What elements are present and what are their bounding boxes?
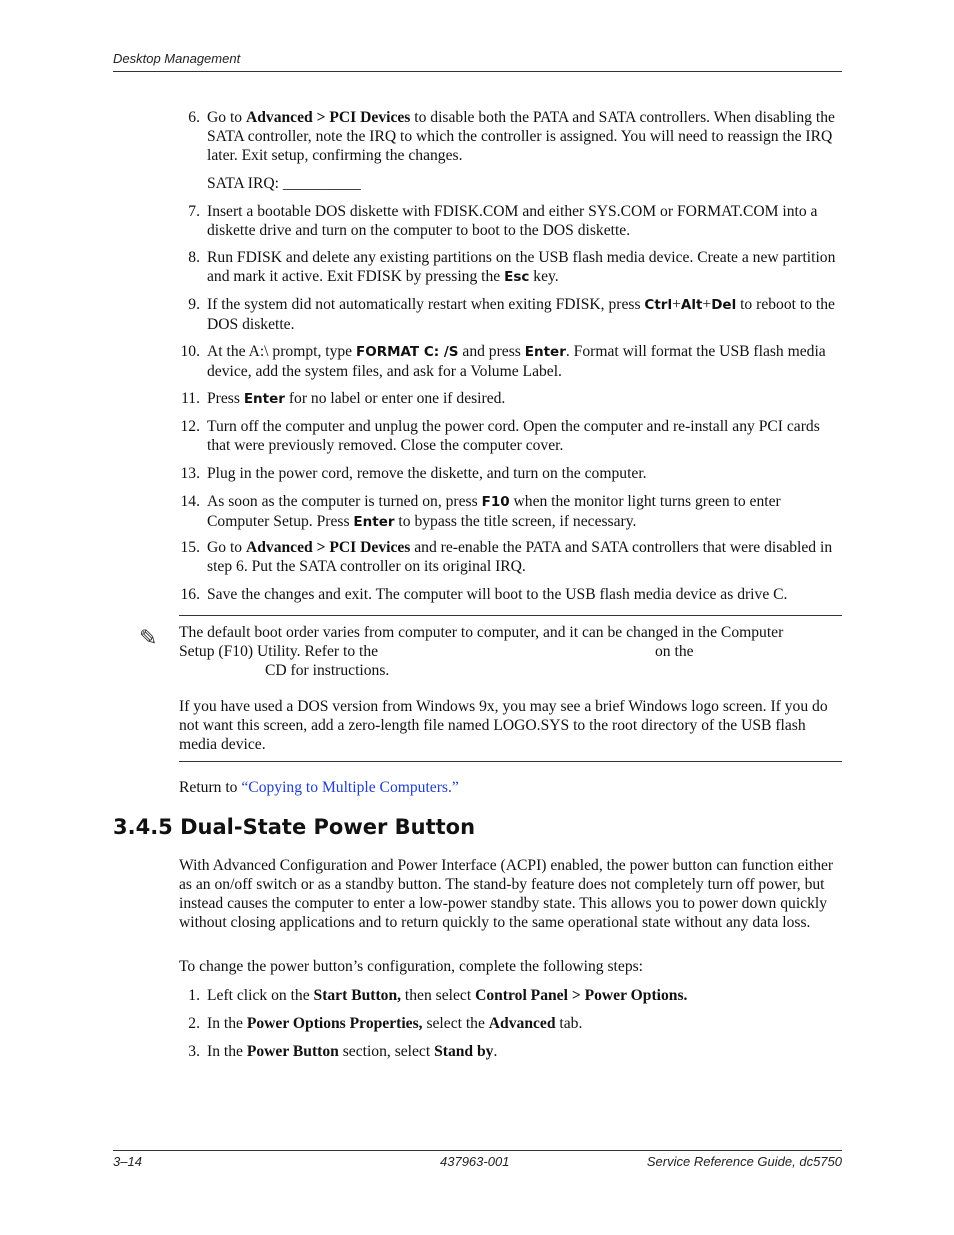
step-number: 13.	[180, 465, 200, 482]
sata-irq-line: SATA IRQ: __________	[207, 175, 361, 192]
step-number: 2.	[188, 1015, 200, 1032]
step-text: Save the changes and exit. The computer will boot to the USB flash media device as drive C.	[207, 586, 788, 603]
step-11	[170, 389, 842, 409]
copying-link[interactable]: “Copying to Multiple Computers.”	[241, 779, 459, 796]
step-number: 6.	[188, 109, 200, 126]
note-line-2b: on the	[655, 643, 694, 660]
step-16	[170, 585, 842, 604]
note-paragraph-2: If you have used a DOS version from Windows 9x, you may see a brief Windows logo screen. If you do not want this screen, add a zero-length file named LOGO.SYS to the root directory of the USB flash media device.	[179, 698, 828, 753]
step-text: Run FDISK and delete any existing partitions on the USB flash media device. Create a new partition and mark it active. Exit FDISK by pressing the Esc key.	[207, 249, 836, 285]
step-text: In the Power Options Properties, select the Advanced tab.	[207, 1015, 583, 1032]
key-enter: Enter	[524, 344, 566, 360]
note-top-rule	[179, 615, 842, 616]
step-7	[170, 202, 842, 240]
step-number: 8.	[188, 249, 200, 266]
step-text: At the A:\ prompt, type FORMAT C: /S and press Enter. Format will format the USB flash media device, add the system files, and ask for a Volume Label.	[207, 343, 826, 380]
power-step-3	[170, 1042, 842, 1061]
page-number: 3–14	[113, 1154, 142, 1169]
step-number: 15.	[180, 539, 200, 556]
step-text: If the system did not automatically restart when exiting FDISK, press Ctrl+Alt+Del to reboot to the DOS diskette.	[207, 296, 835, 333]
step-text: Plug in the power cord, remove the diskette, and turn on the computer.	[207, 465, 647, 482]
return-line: Return to “Copying to Multiple Computers.”	[179, 779, 459, 796]
power-step-2	[170, 1014, 842, 1033]
step-text: Go to Advanced > PCI Devices to disable both the PATA and SATA controllers. When disabling the SATA controller, note the IRQ to which the controller is assigned. You will need to reassign the IRQ later. Exit setup, confirming the changes.	[207, 109, 835, 164]
step-text: Left click on the Start Button, then select Control Panel > Power Options.	[207, 987, 688, 1004]
step-text: Press Enter for no label or enter one if desired.	[207, 390, 506, 407]
key-f10: F10	[481, 494, 510, 510]
note-line-3: CD for instructions.	[265, 662, 390, 679]
note-bottom-rule	[179, 761, 842, 762]
header-rule	[113, 71, 842, 72]
key-enter: Enter	[353, 514, 395, 530]
step-text: Insert a bootable DOS diskette with FDISK.COM and either SYS.COM or FORMAT.COM into a diskette drive and turn on the computer to boot to the DOS diskette.	[207, 203, 818, 239]
step-text: Go to Advanced > PCI Devices and re-enable the PATA and SATA controllers that were disabled in step 6. Put the SATA controller on its original IRQ.	[207, 539, 833, 575]
step-10	[170, 342, 842, 381]
power-step-1	[170, 986, 842, 1005]
step-number: 1.	[188, 987, 200, 1004]
step-text: In the Power Button section, select Stand by.	[207, 1043, 498, 1060]
step-13	[170, 464, 842, 483]
step-number: 12.	[180, 418, 200, 435]
step-8	[170, 248, 842, 287]
footer-rule	[113, 1150, 842, 1151]
running-header: Desktop Management	[113, 51, 241, 66]
section-paragraph-2: To change the power button’s configuration, complete the following steps:	[179, 958, 644, 975]
step-15	[170, 538, 842, 576]
note-line-1: The default boot order varies from computer to computer, and it can be changed in the Computer	[179, 624, 784, 641]
document-number: 437963-001	[440, 1154, 510, 1169]
key-alt: Alt	[680, 297, 703, 313]
step-text: As soon as the computer is turned on, press F10 when the monitor light turns green to enter Computer Setup. Press Enter to bypass the title screen, if necessary.	[207, 493, 781, 530]
key-esc: Esc	[504, 269, 530, 285]
step-9	[170, 295, 842, 334]
step-number: 3.	[188, 1043, 200, 1060]
pencil-note-icon: ✎	[139, 625, 158, 650]
command-format: FORMAT C: /S	[356, 344, 459, 360]
step-6	[170, 108, 842, 165]
step-number: 16.	[180, 586, 200, 603]
key-ctrl: Ctrl	[644, 297, 673, 313]
step-12	[170, 417, 842, 455]
step-text: Turn off the computer and unplug the power cord. Open the computer and re-install any PCI cards that were previously removed. Close the computer cover.	[207, 418, 820, 454]
step-number: 11.	[181, 390, 200, 407]
step-number: 9.	[188, 296, 200, 313]
step-number: 14.	[180, 493, 200, 510]
section-paragraph-1: With Advanced Configuration and Power Interface (ACPI) enabled, the power button can function either as an on/off switch or as a standby button. The stand-by feature does not completely turn off power, but instead causes the computer to enter a low-power standby state. This allows you to power down quickly without closing applications and to return quickly to the same operational state without any data loss.	[179, 857, 834, 931]
step-14	[170, 492, 842, 532]
step-number: 7.	[188, 203, 200, 220]
guide-title: Service Reference Guide, dc5750	[646, 1154, 842, 1169]
step-number: 10.	[180, 343, 200, 360]
note-line-2a: Setup (F10) Utility. Refer to the	[179, 643, 379, 660]
key-del: Del	[711, 297, 737, 313]
section-heading: 3.4.5 Dual-State Power Button	[113, 815, 476, 839]
key-enter: Enter	[243, 391, 285, 407]
